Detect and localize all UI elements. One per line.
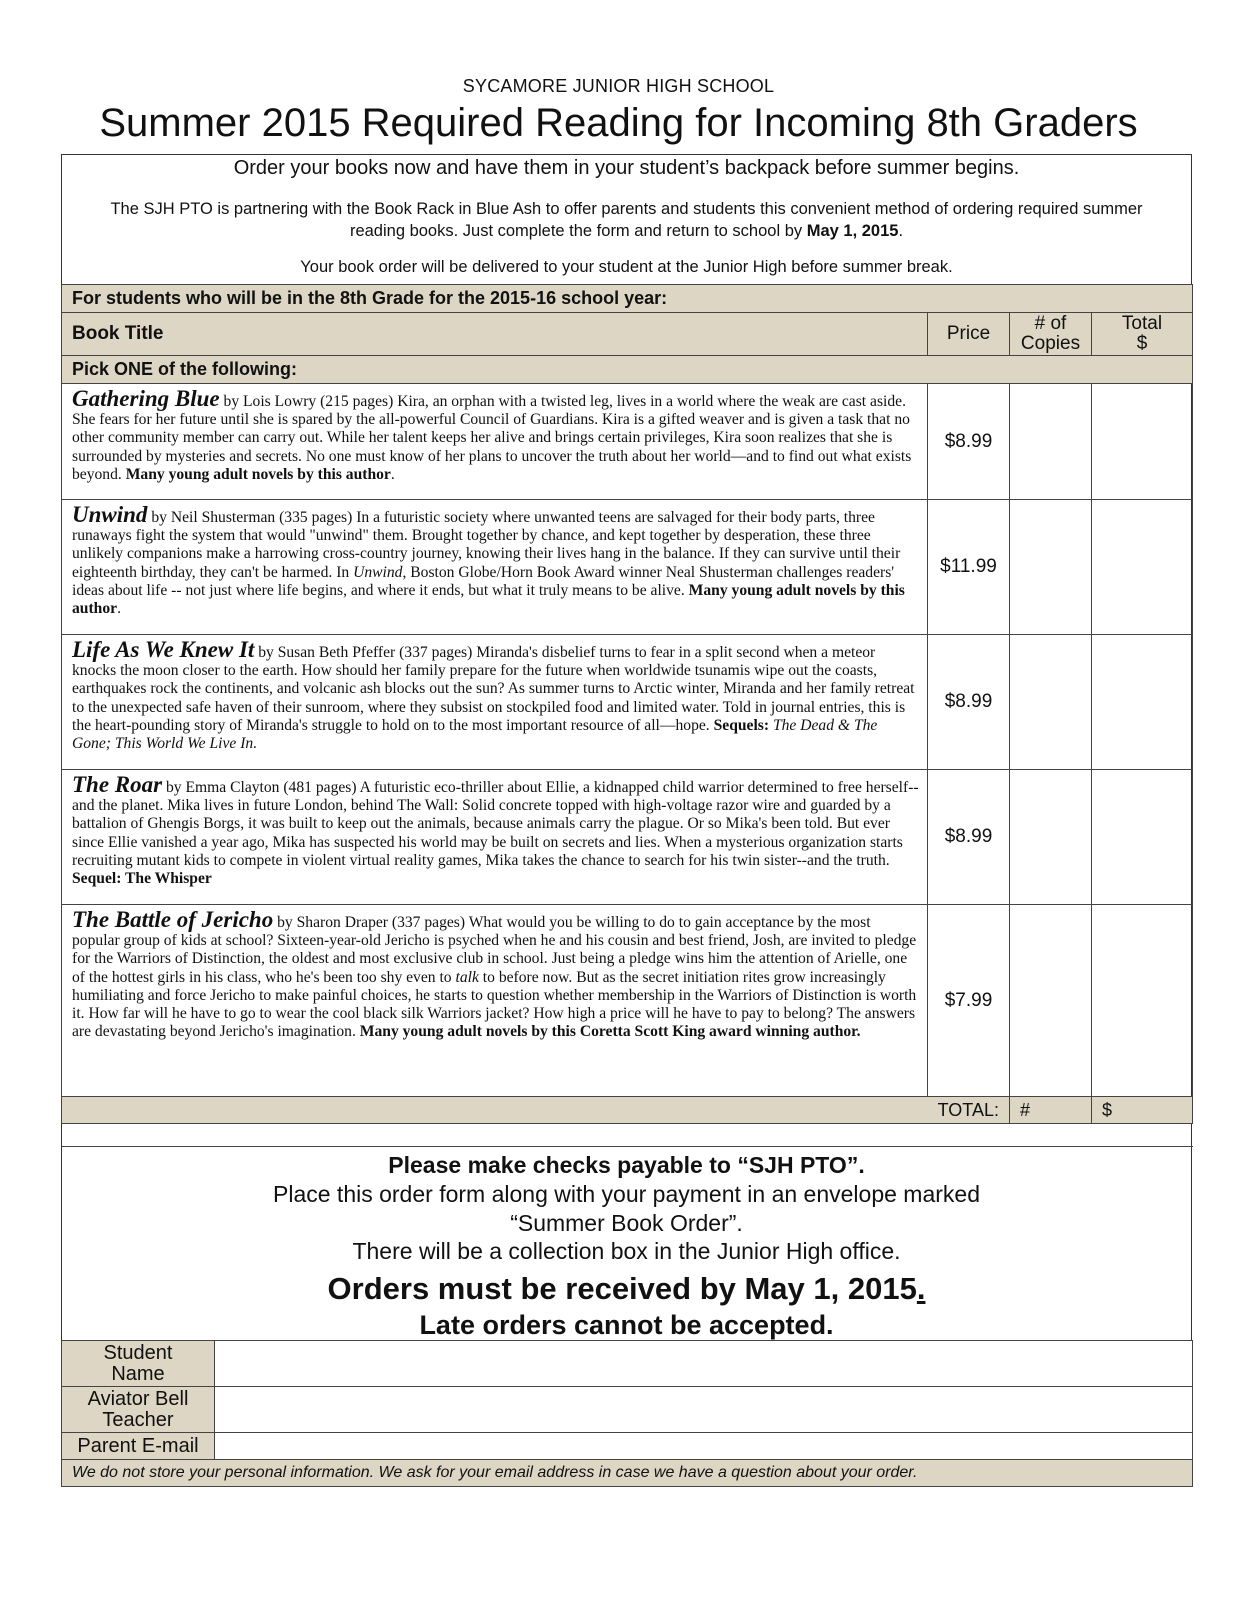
book-description — [62, 384, 928, 500]
book-title: The Battle of Jericho — [72, 907, 274, 932]
book-row-unwind — [62, 500, 1193, 635]
book-summary: Miranda's disbelief turns to fear in a split second when a meteor knocks the moon closer to the earth. How should her family prepare for the future when worldwide tsunamis wipe out the coasts, earthquakes rock the continents, and volcanic ash blocks out the sun? As summer turns to Arctic winter, Miranda and her family retreat to the unexpected safe haven of their sunroom, where they subsist on stockpiled food and limited water. Told in journal entries, this is the heart-pounding story of Miranda's struggle to hold on to the most important resource of all—hope. — [72, 644, 915, 734]
intro-deadline: May 1, 2015 — [806, 222, 899, 241]
copies-input[interactable] — [1010, 500, 1092, 635]
total-input[interactable] — [1092, 905, 1193, 1097]
privacy-row — [62, 1460, 1193, 1487]
total-input[interactable] — [1092, 384, 1193, 500]
book-note: Sequel: The Whisper — [72, 870, 212, 888]
deadline-notice — [61, 1270, 1192, 1309]
total-row — [62, 1097, 1193, 1124]
book-price: $8.99 — [928, 635, 1010, 770]
envelope-instruction: Place this order form along with your payment in an envelope marked — [273, 1180, 980, 1207]
copies-input[interactable] — [1010, 635, 1092, 770]
book-title: Gathering Blue — [72, 386, 220, 411]
total-input[interactable] — [1092, 770, 1193, 905]
book-title: Life As We Knew It — [72, 637, 255, 662]
col-price: Price — [928, 313, 1010, 356]
book-summary-cont: , Boston Globe/Horn Book Award winner Neal Shusterman challenges readers' ideas about life -- not just where life begins, and where it ends, but what it truly means to be alive. — [72, 563, 895, 599]
teacher-label — [62, 1387, 215, 1433]
book-price: $8.99 — [928, 770, 1010, 905]
book-italic-title: Unwind — [353, 563, 403, 581]
intro-paragraph-end: . — [898, 222, 904, 241]
book-italic-word: talk — [455, 968, 479, 986]
total-dollars-field[interactable]: $ — [1092, 1097, 1193, 1124]
parent-email-field[interactable] — [215, 1433, 1193, 1460]
checks-payable: Please make checks payable to “SJH PTO”. — [388, 1152, 865, 1178]
book-author: by Lois Lowry (215 pages) — [219, 393, 398, 410]
book-row-the-roar — [62, 770, 1193, 905]
col-total — [1092, 313, 1193, 356]
book-row-gathering-blue — [62, 384, 1193, 500]
book-author: by Emma Clayton (481 pages) — [162, 779, 360, 796]
book-summary: Kira, an orphan with a twisted leg, lives in a world where the weak are cast aside. She fears for her future until she is spared by the all-powerful Council of Guardians. Kira is a gifted weaver and is given a task that no other community member can carry out. While her talent keeps her alive and brings certain privileges, Kira soon realizes that she is surrounded by mysteries and secrets. No one must know of her plans to uncover the truth about her world—and to find out what exists beyond. — [72, 393, 912, 483]
book-description — [62, 635, 928, 770]
student-label-line2: Name — [111, 1362, 165, 1385]
student-label-line1: Student — [103, 1341, 173, 1364]
parent-email-row — [62, 1433, 1193, 1460]
spacer-row — [62, 1124, 1193, 1147]
book-order-table — [61, 284, 1193, 1147]
payment-instructions — [61, 1151, 1192, 1343]
total-copies-field[interactable]: # — [1010, 1097, 1092, 1124]
book-summary: What would you be willing to do to gain acceptance by the most popular group of kids at school? Sixteen-year-old Jericho is psyched when he and his cousin and best friend, Josh, are invited to pledge for the Warriors of Distinction, the oldest and most exclusive club in school. Just being a pledge wins him the attention of Arielle, one of the hottest girls in his class, who he's been too shy even to — [72, 914, 917, 986]
student-name-label — [62, 1341, 215, 1387]
book-note: Many young adult novels by this Coretta Scott King award winning author. — [359, 1023, 861, 1041]
book-note: Sequels: — [713, 716, 770, 734]
copies-input[interactable] — [1010, 770, 1092, 905]
pick-one-label: Pick ONE of the following: — [62, 356, 1193, 384]
book-title: Unwind — [72, 502, 148, 527]
teacher-field[interactable] — [215, 1387, 1193, 1433]
total-input[interactable] — [1092, 635, 1193, 770]
student-name-row — [62, 1341, 1193, 1387]
book-tail: . — [390, 465, 395, 483]
total-input[interactable] — [1092, 500, 1193, 635]
book-summary: A futuristic eco-thriller about Ellie, a kidnapped child warrior determined to free herself--and the planet. Mika lives in future London, behind The Wall: Solid concrete topped with high-voltage razor wire and guarded by a battalion of Ghengis Borgs, it was built to keep out the animals, because animals carry the plague. Or so Mika's been told. But ever since Ellie vanished a year ago, Mika has suspected his world may be built on secrets and lies. When a mysterious organization starts recruiting mutant kids to compete in violent virtual reality games, Mika takes the chance to search for his twin sister--and the truth. — [72, 779, 919, 869]
teacher-label-line1: Aviator Bell — [87, 1387, 189, 1410]
book-author: by Susan Beth Pfeffer (337 pages) — [254, 644, 477, 661]
school-name: SYCAMORE JUNIOR HIGH SCHOOL — [462, 76, 775, 96]
book-row-life-as-we-knew-it — [62, 635, 1193, 770]
spacer-cell — [62, 1124, 1193, 1147]
teacher-label-line2: Teacher — [102, 1408, 174, 1431]
book-price: $11.99 — [928, 500, 1010, 635]
deadline-period: . — [916, 1271, 926, 1306]
book-author: by Neil Shusterman (335 pages) — [147, 509, 357, 526]
column-header-row — [62, 313, 1193, 356]
book-description — [62, 770, 928, 905]
book-sequels: The Dead & The Gone; This World We Live In. — [72, 716, 878, 753]
student-info-table — [61, 1340, 1193, 1487]
book-description — [62, 500, 928, 635]
privacy-note: We do not store your personal information. We ask for your email address in case we have a question about your order. — [62, 1460, 1193, 1487]
col-copies-line2: Copies — [1020, 333, 1081, 354]
pick-one-row — [62, 356, 1193, 384]
book-summary: In a futuristic society where unwanted teens are salvaged for their body parts, three runaways fight the system that would "unwind" them. Brought together by chance, and kept together by desperation, these three unlikely companions make a harrowing cross-country journey, knowing their lives hang in the balance. If they can survive until their eighteenth birthday, they can't be harmed. In — [72, 509, 901, 581]
page-title: Summer 2015 Required Reading for Incoming 8th Graders — [99, 101, 1138, 145]
parent-email-label: Parent E-mail — [62, 1433, 215, 1460]
book-author: by Sharon Draper (337 pages) — [273, 914, 469, 931]
copies-input[interactable] — [1010, 384, 1092, 500]
grade-header-row — [62, 285, 1193, 313]
copies-input[interactable] — [1010, 905, 1092, 1097]
delivery-note: Your book order will be delivered to your student at the Junior High before summer break. — [300, 257, 953, 276]
book-row-battle-of-jericho — [62, 905, 1193, 1097]
envelope-label: “Summer Book Order”. — [510, 1209, 743, 1236]
teacher-row — [62, 1387, 1193, 1433]
book-summary-cont: to before now. But as the secret initiation rites grow increasingly humiliating and force Jericho to make painful choices, he starts to question whether membership in the Warriors of Distinction is worth it. How far will he have to go to wear the cool black silk Warriors jacket? How high a price will he have to pay to belong? The answers are devastating beyond Jericho's imagination. — [72, 968, 917, 1041]
deadline-text: Orders must be received by May 1, 2015 — [327, 1271, 917, 1306]
col-total-line1: Total — [1121, 313, 1163, 335]
book-note: Many young adult novels by this author — [125, 465, 391, 483]
col-copies — [1010, 313, 1092, 356]
student-name-field[interactable] — [215, 1341, 1193, 1387]
intro-section — [61, 154, 1192, 277]
grade-header: For students who will be in the 8th Grade for the 2015-16 school year: — [62, 285, 1193, 313]
col-copies-line1: # of — [1034, 313, 1067, 335]
col-book-title: Book Title — [62, 313, 928, 356]
book-price: $8.99 — [928, 384, 1010, 500]
intro-paragraph — [83, 198, 1170, 243]
late-orders-notice: Late orders cannot be accepted. — [419, 1309, 834, 1340]
book-price: $7.99 — [928, 905, 1010, 1097]
col-total-line2: $ — [1136, 333, 1148, 354]
book-note: Many young adult novels by this author — [72, 581, 905, 618]
book-title: The Roar — [72, 772, 163, 797]
intro-paragraph-text: The SJH PTO is partnering with the Book Rack in Blue Ash to offer parents and students this convenient method of ordering required summer reading books. Just complete the form and return to school by — [110, 200, 1143, 241]
collection-box-note: There will be a collection box in the Junior High office. — [352, 1238, 901, 1265]
total-label: TOTAL: — [62, 1097, 1010, 1124]
intro-lead: Order your books now and have them in your student’s backpack before summer begins. — [233, 157, 1020, 179]
book-description — [62, 905, 928, 1097]
book-tail: . — [117, 600, 121, 618]
